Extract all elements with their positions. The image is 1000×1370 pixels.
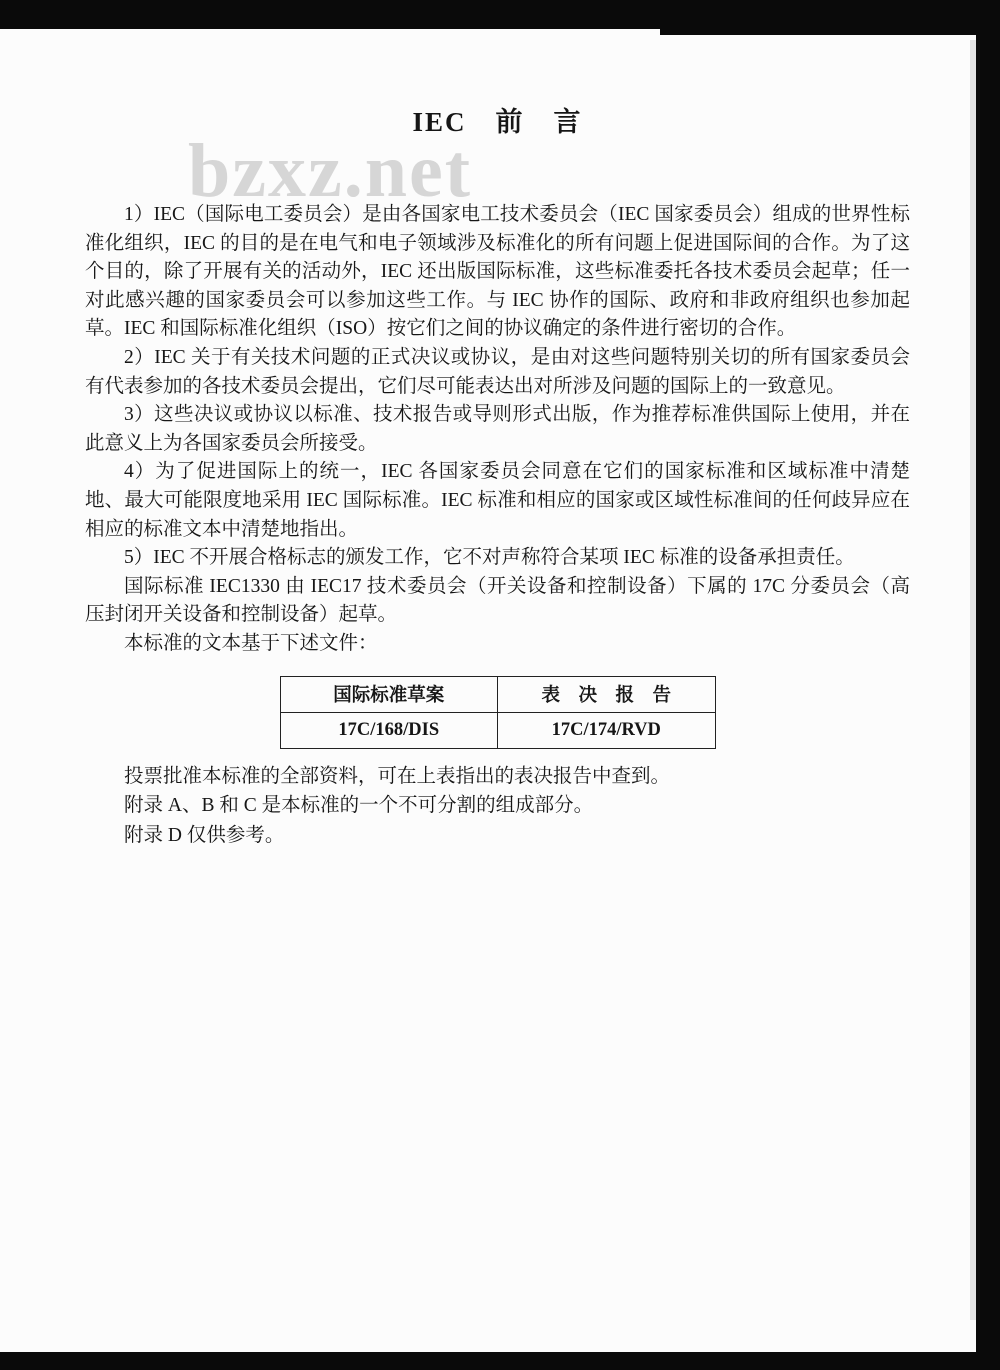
scan-artifact-top-right <box>660 29 1000 35</box>
scan-artifact-right-edge <box>976 0 1000 1370</box>
paragraph-3: 3）这些决议或协议以标准、技术报告或导则形式出版，作为推荐标准供国际上使用，并在此意义上为各国家委员会所接受。 <box>85 404 910 454</box>
paragraph-drafting: 国际标准 IEC1330 由 IEC17 技术委员会（开关设备和控制设备）下属的 17C 分委员会（高压封闭开关设备和控制设备）起草。 <box>85 575 910 626</box>
paragraph-annex-abc: 附录 A、B 和 C 是本标准的一个不可分割的组成部分。 <box>124 795 594 817</box>
foreword-footer <box>85 763 910 851</box>
scan-artifact-bottom-edge <box>0 1352 1000 1370</box>
foreword-body <box>85 201 910 659</box>
paragraph-voting-info: 投票批准本标准的全部资料，可在上表指出的表决报告中查到。 <box>124 765 671 787</box>
paragraph-5: 5）IEC 不开展合格标志的颁发工作，它不对声称符合某项 IEC 标准的设备承担责任。 <box>124 547 855 569</box>
scan-artifact-top-edge <box>0 0 1000 29</box>
table-cell-vote-report-id: 17C/174/RVD <box>498 712 716 748</box>
standards-table <box>280 676 716 749</box>
table-header-vote-report: 表 决 报 告 <box>498 676 716 712</box>
paragraph-2: 2）IEC 关于有关技术问题的正式决议或协议，是由对这些问题特别关切的所有国家委员会有代表参加的各技术委员会提出，它们尽可能表达出对所涉及问题的国际上的一致意见。 <box>85 346 910 397</box>
table-cell-draft-id: 17C/168/DIS <box>280 712 498 748</box>
table-header-row <box>280 676 715 712</box>
table-data-row <box>280 712 715 748</box>
paragraph-4: 4）为了促进国际上的统一，IEC 各国家委员会同意在它们的国家标准和区域标准中清楚地、最大可能限度地采用 IEC 国际标准。IEC 标准和相应的国家或区域性标准间的任何歧异应在相应的标准文本中清楚地指出。 <box>85 461 910 540</box>
paragraph-1: 1）IEC（国际电工委员会）是由各国家电工技术委员会（IEC 国家委员会）组成的世界性标准化组织，IEC 的目的是在电气和电子领域涉及标准化的所有问题上促进国际间的合作。为了这个目的，除了开展有关的活动外，IEC 还出版国际标准，这些标准委托各技术委员会起草；任一对此感兴趣的国家委员会可以参加这些工作。与 IEC 协作的国际、政府和非政府组织也参加起草。IEC 和国际标准化组织（ISO）按它们之间的协议确定的条件进行密切的合作。 <box>85 204 910 340</box>
document-title: IEC 前 言 <box>412 107 583 137</box>
paragraph-annex-d: 附录 D 仅供参考。 <box>124 824 285 846</box>
watermark: bzxz.net <box>188 129 473 213</box>
document-content <box>85 100 910 850</box>
paragraph-based-on: 本标准的文本基于下述文件： <box>124 632 378 654</box>
table-header-draft: 国际标准草案 <box>280 676 498 712</box>
